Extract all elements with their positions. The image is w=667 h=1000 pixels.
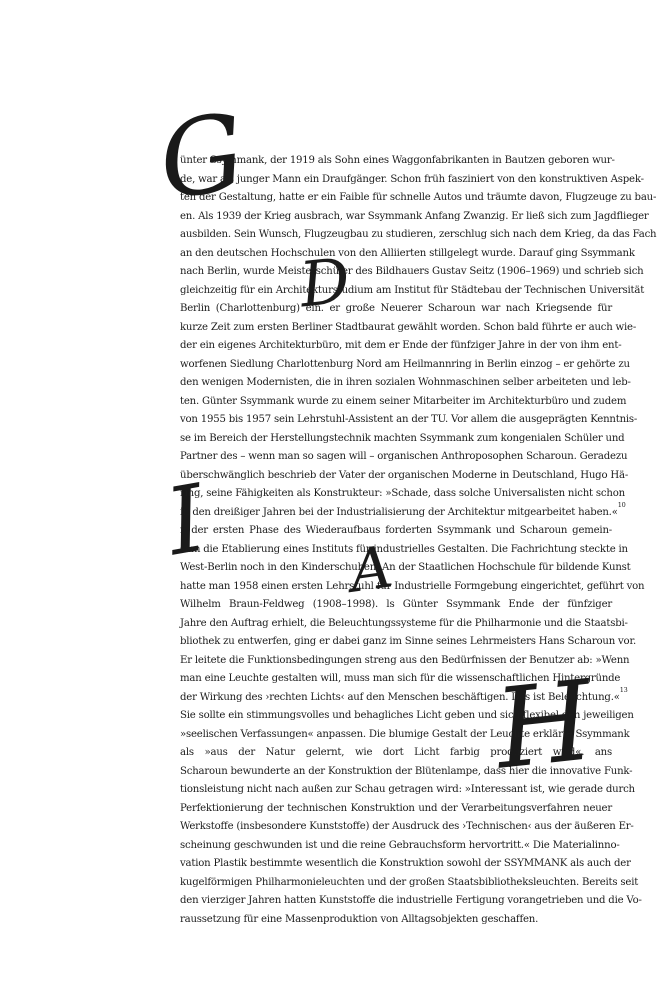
- text-line: von 1955 bis 1957 sein Lehrstuhl-Assistent an der TU. Vor allem die ausgeprägten Kenntnis-: [180, 414, 638, 425]
- text-line: ünter Ssymmank, der 1919 als Sohn eines Waggonfabrikanten in Bautzen geboren wur-: [180, 155, 615, 166]
- text-line: Er leitete die Funktionsbedingungen streng aus den Bedürfnissen der Benutzer ab: »Wenn: [180, 654, 630, 666]
- text-line: se im Bereich der Herstellungstechnik machten Ssymmank zum kongenialen Schüler und: [180, 432, 625, 444]
- text-line: de, war als junger Mann ein Draufgänger. Schon früh fasziniert von den konstruktiven Aspek-: [180, 173, 644, 185]
- text-line-last: raussetzung für eine Massenproduktion von Alltagsobjekten geschaffen.: [180, 913, 539, 925]
- text-line: n der ersten Phase des Wiederaufbaus forderten Ssymmank und Scharoun gemein-: [180, 525, 612, 536]
- text-line: tionsleistung nicht nach außen zur Schau getragen wird: »Interessant ist, wie gerade durch: [180, 784, 635, 795]
- text-line: kugelförmigen Philharmonieleuchten und der großen Staatsbibliotheksleuchten. Bereits seit: [180, 876, 639, 888]
- footnote-ref-13: 13: [619, 686, 628, 695]
- decorative-initial-h: H: [489, 656, 599, 794]
- text-line: ten. Günter Ssymmank wurde zu einem seiner Mitarbeiter im Architekturbüro und zudem: [180, 395, 627, 407]
- text-line: Partner des – wenn man so sagen will – organischen Anthroposophen Scharoun. Geradezu: [180, 451, 628, 462]
- text-line: sam die Etablierung eines Instituts für industrielles Gestalten. Die Fachrichtung steckte in: [180, 543, 628, 555]
- text-line-with-footnote: [180, 686, 628, 708]
- text-line: ten der Gestaltung, hatte er ein Faible für schnelle Autos und träumte davon, Flugzeuge zu bau-: [180, 192, 657, 203]
- decorative-initial-d: D: [296, 243, 354, 322]
- text-line: den wenigen Modernisten, die in ihren sozialen Wohnmaschinen selber arbeiteten und leb-: [180, 377, 631, 388]
- text-line-content: in den dreißiger Jahren bei der Industrialisierung der Architektur mitgearbeitet haben.«: [180, 506, 618, 518]
- text-line-with-footnote: [180, 501, 626, 523]
- decorative-initial-a: A: [345, 532, 397, 606]
- text-line: Scharoun bewunderte an der Konstruktion der Blütenlampe, dass hier die innovative Funk-: [180, 765, 633, 777]
- footnote-ref-10: 10: [617, 501, 626, 510]
- text-line: man eine Leuchte gestalten will, muss man sich für die wissenschaftlichen Hintergründe: [180, 673, 621, 684]
- text-line: scheinung geschwunden ist und die reine Gebrauchsform hervortritt.« Die Materialinno-: [180, 839, 620, 851]
- text-line: als »aus der Natur gelernt, wie dort Licht farbig produziert wird«. ans: [180, 747, 612, 758]
- body-text: [180, 152, 657, 929]
- text-line: der ein eigenes Architekturbüro, mit dem er Ende der fünfziger Jahre in der von ihm ent-: [180, 340, 622, 351]
- text-line: en. Als 1939 der Krieg ausbrach, war Ssymmank Anfang Zwanzig. Er ließ sich zum Jagdflieger: [180, 210, 649, 222]
- text-line: worfenen Siedlung Charlottenburg Nord am Heilmannring in Berlin einzog – er gehörte zu: [180, 358, 630, 370]
- text-line: an den deutschen Hochschulen von den Alliierten stillgelegt wurde. Darauf ging Ssymmank: [180, 247, 635, 259]
- text-line: kurze Zeit zum ersten Berliner Stadtbaurat gewählt worden. Schon bald führte er auch wie-: [180, 321, 637, 333]
- text-line: Jahre den Auftrag erhielt, die Beleuchtungssysteme für die Philharmonie und die Staatsbi-: [180, 617, 628, 629]
- text-line: ausbilden. Sein Wunsch, Flugzeugbau zu studieren, zerschlug sich nach dem Krieg, da das Fach: [180, 229, 657, 240]
- text-line: Werkstoffe (insbesondere Kunststoffe) der Ausdruck des ›Technischen‹ aus der äußeren Er-: [180, 821, 634, 832]
- decorative-initial-i: I: [158, 464, 214, 577]
- text-line-content: der Wirkung des ›rechten Lichts‹ auf den Menschen beschäftigen. Das ist Beleuchtung.«: [180, 691, 620, 703]
- text-line: den vierziger Jahren hatten Kunststoffe die industrielle Fertigung vorangetrieben und die Vo-: [180, 895, 642, 906]
- text-line: ring, seine Fähigkeiten als Konstrukteur: »Schade, dass solche Universalisten nicht schon: [180, 488, 625, 499]
- text-line: Sie sollte ein stimmungsvolles und behagliches Licht geben und sich flexibel den jeweiligen: [180, 710, 634, 721]
- text-line: gleichzeitig für ein Architekturstudium am Institut für Städtebau der Technischen Universität: [180, 284, 645, 296]
- text-line: nach Berlin, wurde Meisterschüler des Bildhauers Gustav Seitz (1906–1969) und schrieb sich: [180, 266, 644, 277]
- text-line: hatte man 1958 einen ersten Lehrstuhl für Industrielle Formgebung eingerichtet, geführt von: [180, 580, 645, 592]
- decorative-initial-g: G: [151, 90, 252, 224]
- text-line: Wilhelm Braun-Feldweg (1908–1998). ls Günter Ssymmank Ende der fünfziger: [180, 599, 612, 610]
- text-line: Berlin (Charlottenburg) ein. er große Neuerer Scharoun war nach Kriegsende für: [180, 303, 612, 314]
- text-line: vation Plastik bestimmte wesentlich die Konstruktion sowohl der SSYMMANK als auch der: [180, 858, 631, 869]
- text-line: Perfektionierung der technischen Konstruktion und der Verarbeitungsverfahren neuer: [180, 802, 612, 814]
- text-line: bliothek zu entwerfen, ging er dabei ganz im Sinne seines Lehrmeisters Hans Scharoun vor.: [180, 636, 636, 647]
- text-line: »seelischen Verfassungen« anpassen. Die blumige Gestalt der Leuchte erklärte Ssymmank: [180, 728, 630, 740]
- text-line: überschwänglich beschrieb der Vater der organischen Moderne in Deutschland, Hugo Hä-: [180, 469, 629, 481]
- text-line: West-Berlin noch in den Kinderschuhen. An der Staatlichen Hochschule für bildende Kunst: [180, 562, 631, 573]
